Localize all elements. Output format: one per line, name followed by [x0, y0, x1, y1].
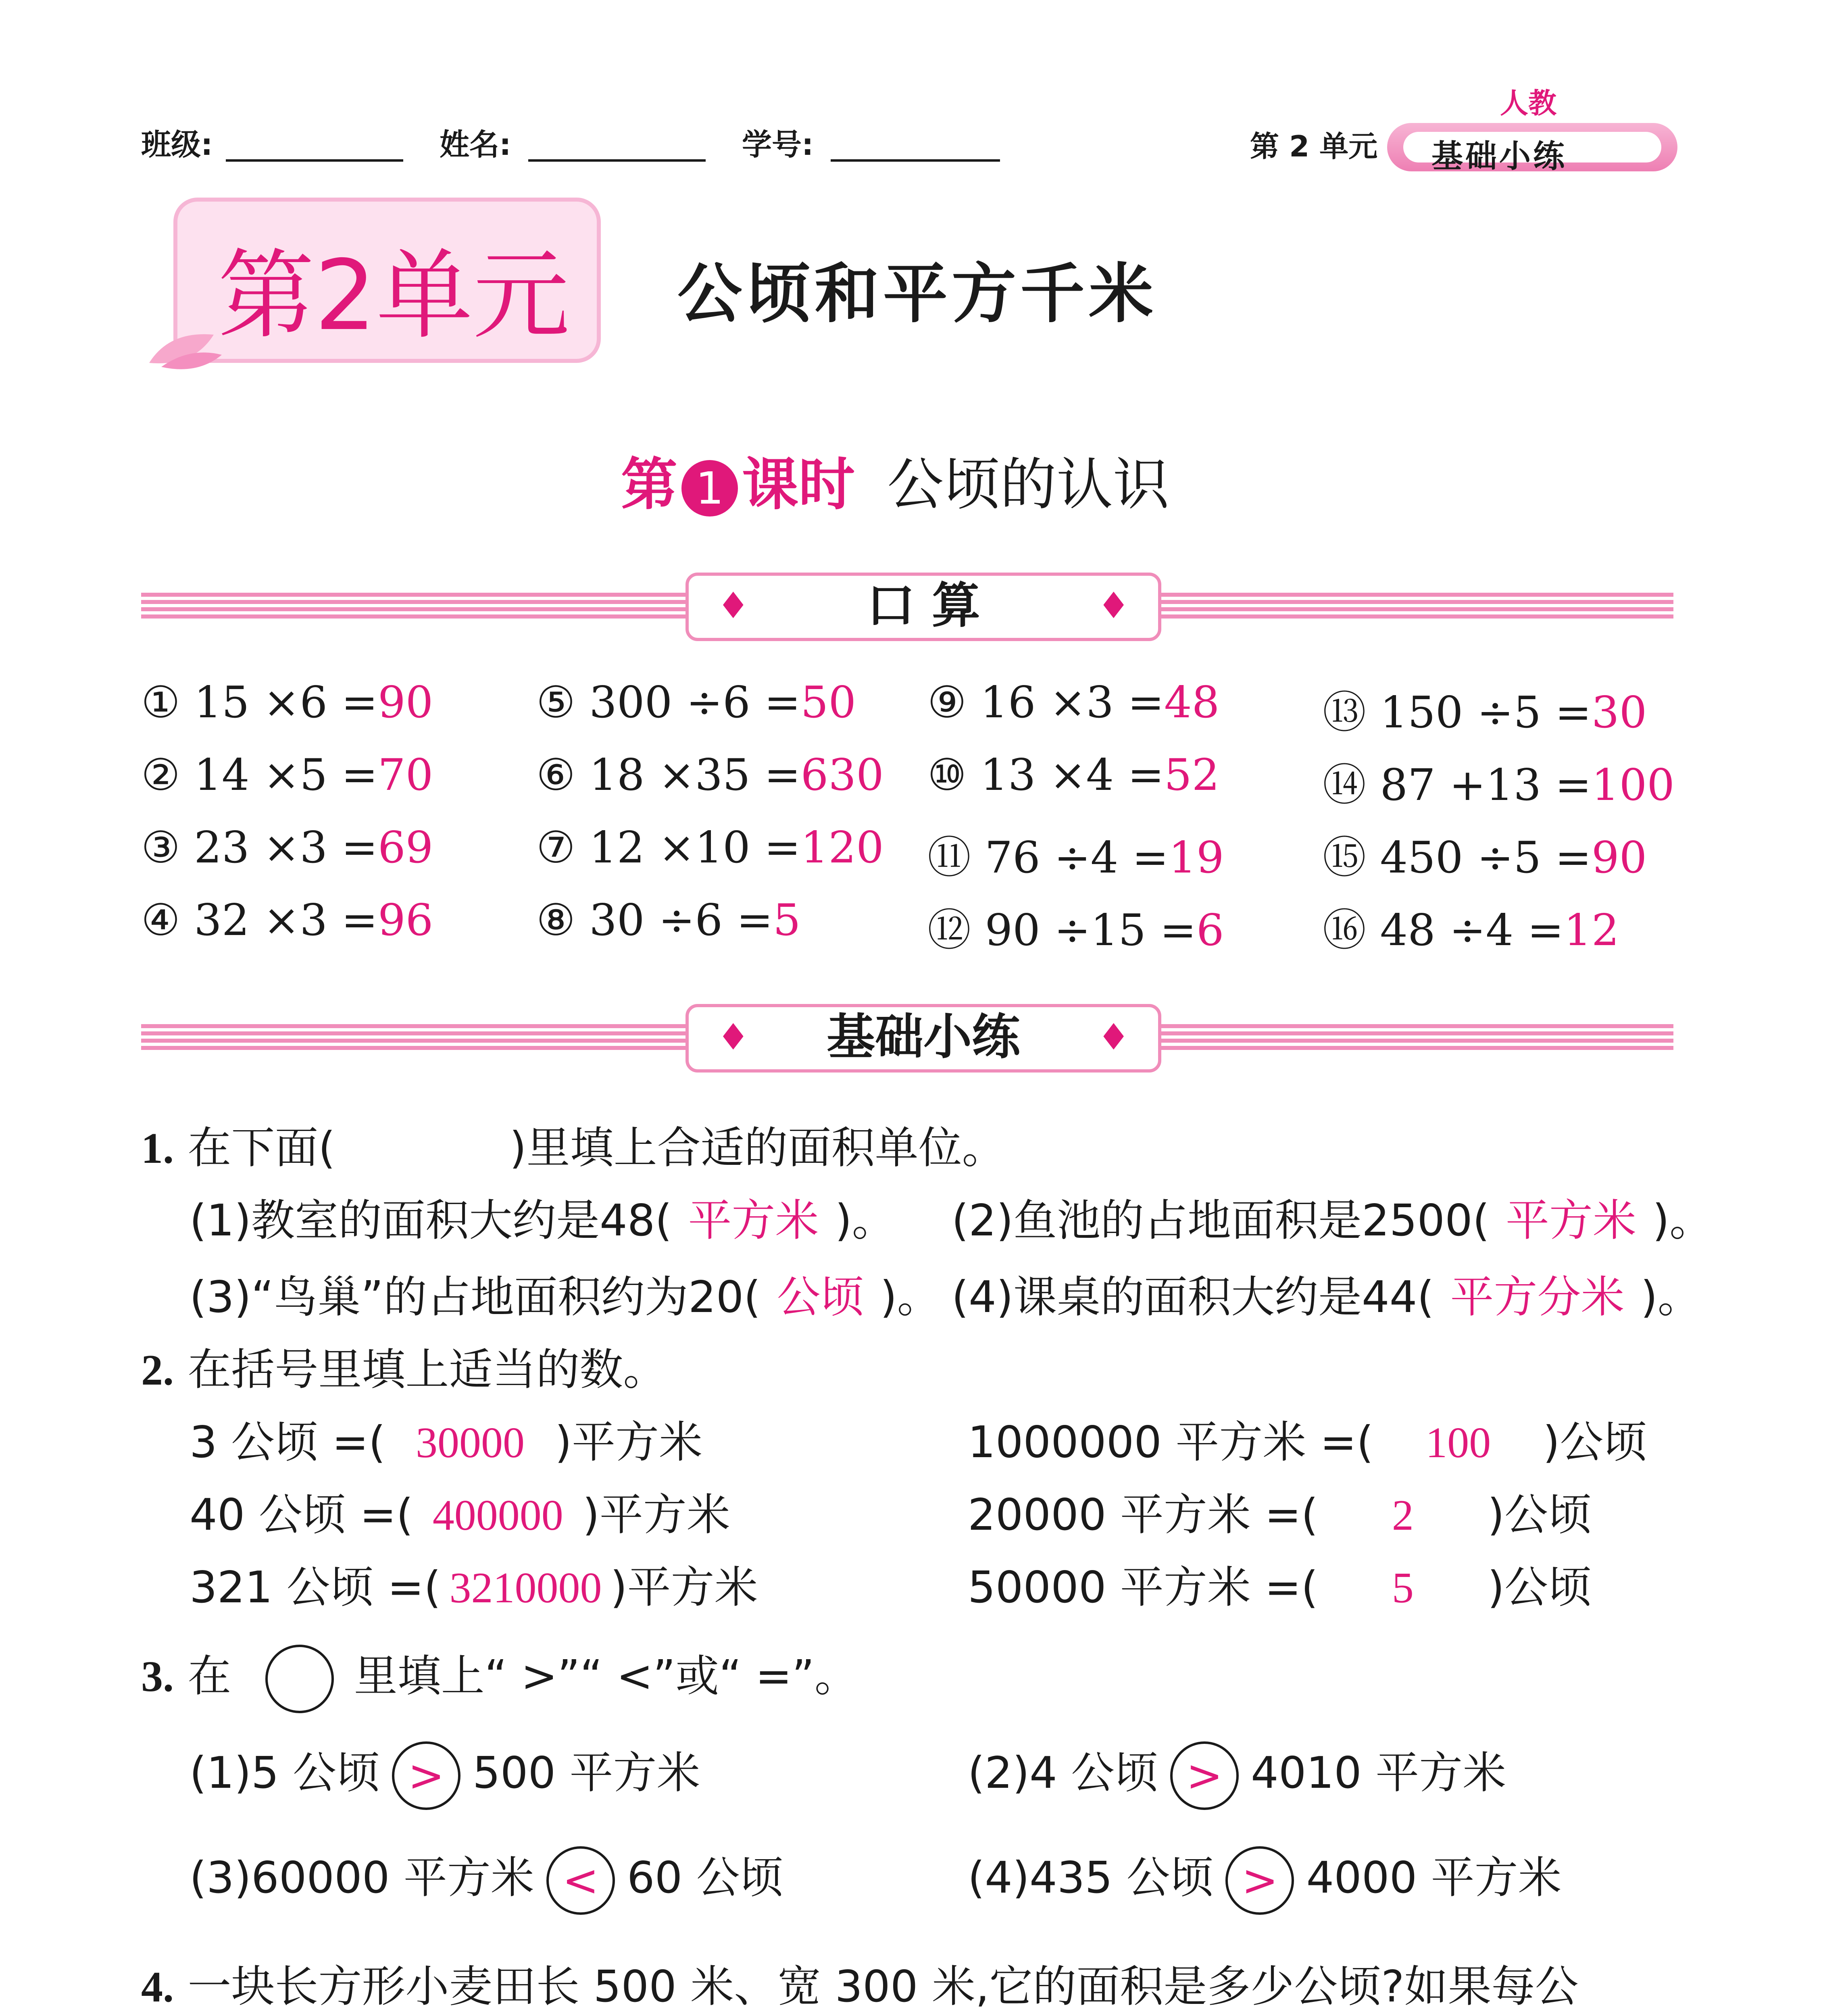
q4-line1: 4. 一块长方形小麦田长 500 米、宽 300 米,它的面积是多少公顷?如果每公: [141, 1962, 1579, 2012]
oral-item-expression: 18 ×35 =: [589, 750, 801, 800]
oral-item-number: ⑥: [536, 750, 575, 800]
q2-row: 321 公顷 =( 3210000 )平方米: [190, 1562, 758, 1613]
unit-box: [173, 198, 601, 363]
q2-row: 50000 平方米 =( 5 )公顷: [968, 1562, 1592, 1613]
blank-circle: [265, 1645, 334, 1713]
oral-item-answer: 69: [377, 823, 433, 873]
q2-answer: 5: [1392, 1564, 1414, 1612]
q3-item: (4)435 公顷 > 4000 平方米: [968, 1843, 1562, 1915]
oral-item: [536, 823, 884, 873]
unit-tag: 第 2 单元: [1250, 129, 1378, 163]
q1-item-c: (3)“鸟巢”的占地面积约为20( 公顷 )。: [190, 1272, 941, 1322]
oral-item-answer: 5: [773, 895, 801, 946]
oral-item-expression: 76 ÷4 =: [985, 833, 1169, 883]
lesson-suffix: 课时: [742, 452, 855, 518]
oral-item-number: ⑮: [1323, 833, 1367, 883]
q2-stem: 2. 在括号里填上适当的数。: [141, 1345, 667, 1395]
diamond-icon: ♦: [717, 585, 750, 627]
oral-item-expression: 450 ÷5 =: [1380, 833, 1592, 883]
diamond-icon: ♦: [1097, 585, 1130, 627]
oral-item-expression: 300 ÷6 =: [589, 677, 801, 728]
compare-circle: >: [1170, 1741, 1239, 1810]
q2-answer: 3210000: [449, 1564, 602, 1612]
oral-item: [141, 895, 433, 946]
compare-circle: <: [546, 1846, 615, 1915]
oral-item-number: ⑧: [536, 895, 575, 946]
oral-item: [927, 677, 1219, 728]
oral-item: [927, 750, 1219, 800]
q1-item-b: (2)鱼池的占地面积是2500( 平方米 )。: [952, 1195, 1713, 1246]
q3-item: (3)60000 平方米 < 60 公顷: [190, 1843, 783, 1915]
oral-item-answer: 70: [377, 750, 433, 800]
name-label: 姓名:: [440, 127, 511, 162]
lesson-number: 1: [681, 460, 738, 516]
oral-item-answer: 90: [377, 677, 433, 728]
q3-stem: 3. 在 里填上“ >”“ <”或“ =”。: [141, 1641, 858, 1713]
oral-item-answer: 100: [1591, 760, 1675, 810]
oral-item-expression: 16 ×3 =: [980, 677, 1164, 728]
oral-item: [1323, 823, 1647, 885]
diamond-icon: ♦: [717, 1016, 750, 1058]
class-label: 班级:: [141, 127, 213, 162]
oral-item-number: ⑤: [536, 677, 575, 728]
oral-item-number: ⑪: [927, 833, 971, 883]
oral-item-answer: 6: [1196, 905, 1224, 956]
oral-item: [927, 895, 1224, 958]
oral-item: [1323, 895, 1619, 958]
compare-circle: >: [392, 1741, 460, 1810]
oral-item-number: ⑭: [1323, 760, 1367, 810]
oral-item-number: ⑦: [536, 823, 575, 873]
oral-item-number: ④: [141, 895, 180, 946]
oral-item-number: ⑫: [927, 905, 971, 956]
q1-item-a: (1)教室的面积大约是48( 平方米 )。: [190, 1195, 896, 1246]
q2-answer: 100: [1425, 1419, 1491, 1467]
q3-item: (1)5 公顷 > 500 平方米: [190, 1738, 700, 1810]
oral-item-expression: 90 ÷15 =: [985, 905, 1196, 956]
oral-item-answer: 630: [800, 750, 884, 800]
name-blank: [528, 159, 706, 162]
oral-item-number: ①: [141, 677, 180, 728]
oral-item: [141, 677, 433, 728]
oral-item-answer: 120: [800, 823, 884, 873]
oral-section-title: ♦ 口 算 ♦: [685, 573, 1161, 641]
unit-box-text: 第2单元: [218, 239, 570, 352]
oral-item-answer: 90: [1591, 833, 1647, 883]
oral-item-expression: 12 ×10 =: [589, 823, 801, 873]
oral-item: [536, 750, 884, 800]
oral-item-number: ⑩: [927, 750, 967, 800]
id-blank: [831, 159, 1000, 162]
brand-badge: [1387, 123, 1677, 175]
diamond-icon: ♦: [1097, 1016, 1130, 1058]
unit-title: 公顷和平方千米: [677, 256, 1158, 331]
oral-item-expression: 14 ×5 =: [194, 750, 378, 800]
oral-item-expression: 15 ×6 =: [194, 677, 378, 728]
q1-stem: 1. 在下面( )里填上合适的面积单位。: [141, 1123, 1006, 1173]
oral-item-answer: 50: [800, 677, 856, 728]
q1-item-d: (4)课桌的面积大约是44( 平方分米 )。: [952, 1272, 1701, 1322]
publisher-label: 人教: [1500, 87, 1556, 120]
q2-row: 20000 平方米 =( 2 )公顷: [968, 1490, 1592, 1540]
oral-item-expression: 13 ×4 =: [980, 750, 1164, 800]
oral-item-expression: 30 ÷6 =: [589, 895, 773, 946]
lesson-title: 公顷的认识: [887, 452, 1170, 518]
oral-item-answer: 48: [1164, 677, 1220, 728]
lesson-prefix: 第: [621, 452, 678, 518]
q2-answer: 400000: [432, 1491, 563, 1539]
oral-item-expression: 48 ÷4 =: [1380, 905, 1564, 956]
oral-item-answer: 96: [377, 895, 433, 946]
q2-row: 3 公顷 =( 30000 )平方米: [190, 1417, 703, 1468]
basic-section-title: ♦ 基础小练 ♦: [685, 1004, 1161, 1073]
oral-item: [141, 823, 433, 873]
oral-item-expression: 32 ×3 =: [194, 895, 378, 946]
class-blank: [226, 159, 403, 162]
id-label: 学号:: [742, 127, 814, 162]
oral-item-expression: 87 +13 =: [1380, 760, 1592, 810]
oral-item: [927, 823, 1224, 885]
oral-item: [141, 750, 433, 800]
oral-item-number: ⑬: [1323, 687, 1367, 738]
q2-answer: 30000: [416, 1419, 525, 1467]
oral-item-answer: 19: [1169, 833, 1224, 883]
oral-item-answer: 12: [1564, 905, 1619, 956]
oral-item: [536, 895, 801, 946]
q2-row: 40 公顷 =( 400000 )平方米: [190, 1490, 730, 1540]
lesson-heading: [621, 439, 1169, 521]
leaf-icon: [145, 323, 226, 371]
oral-item-number: ⑯: [1323, 905, 1367, 956]
q3-item: (2)4 公顷 > 4010 平方米: [968, 1738, 1506, 1810]
oral-item-expression: 150 ÷5 =: [1380, 687, 1592, 738]
brand-text: 基础小练: [1431, 138, 1567, 175]
oral-item: [1323, 677, 1647, 740]
oral-item: [536, 677, 856, 728]
q2-row: 1000000 平方米 =( 100 )公顷: [968, 1417, 1647, 1468]
oral-item-expression: 23 ×3 =: [194, 823, 378, 873]
oral-item-answer: 30: [1591, 687, 1647, 738]
oral-item-number: ②: [141, 750, 180, 800]
oral-item-answer: 52: [1164, 750, 1220, 800]
q2-answer: 2: [1392, 1491, 1414, 1539]
oral-item: [1323, 750, 1675, 812]
oral-item-number: ⑨: [927, 677, 967, 728]
compare-circle: >: [1225, 1846, 1294, 1915]
oral-item-number: ③: [141, 823, 180, 873]
